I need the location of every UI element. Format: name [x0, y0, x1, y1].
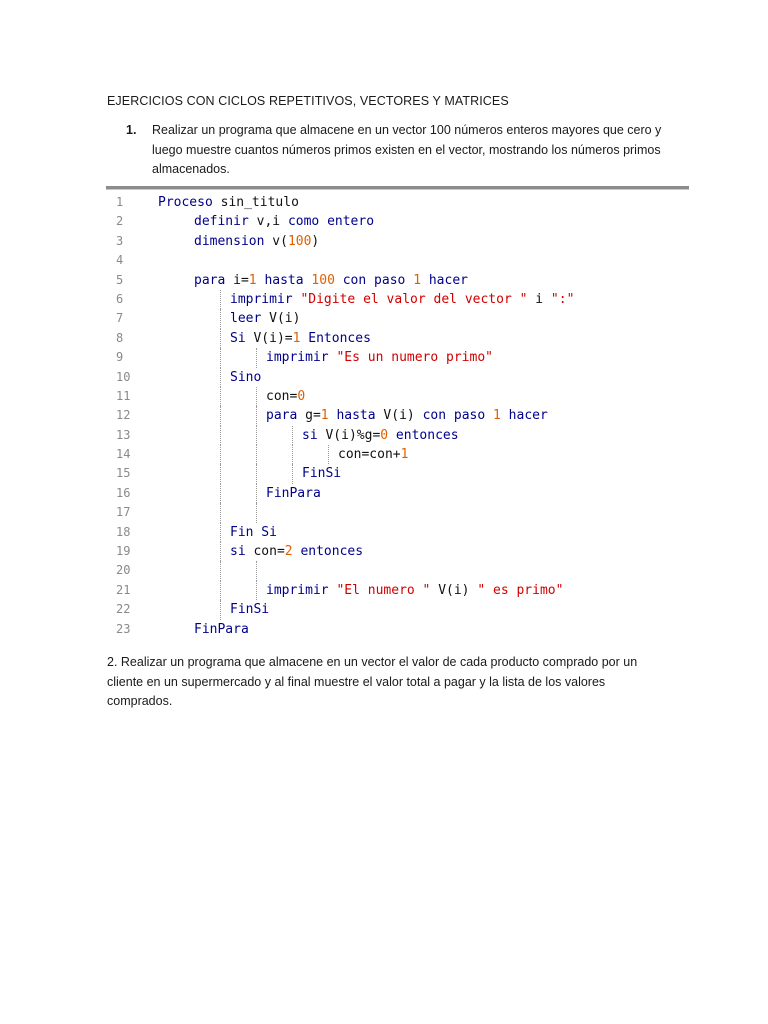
line-number: 8	[116, 330, 124, 345]
line-number: 13	[116, 427, 131, 442]
code-token: 100	[311, 272, 335, 288]
indent-guide	[220, 348, 221, 367]
indent-guide	[256, 581, 257, 600]
line-number: 2	[116, 214, 124, 229]
code-token: imprimir	[230, 291, 293, 307]
code-token: para	[194, 272, 226, 288]
indent-guide	[220, 561, 221, 580]
code-text	[194, 620, 249, 639]
code-token: "Es un numero primo"	[336, 350, 493, 366]
code-token: sin_titulo	[212, 195, 299, 210]
code-token: FinPara	[194, 621, 249, 637]
code-line	[106, 387, 689, 406]
code-text	[230, 329, 371, 348]
code-line	[106, 212, 689, 231]
code-line	[106, 542, 689, 561]
indent-guide	[256, 445, 257, 464]
line-number: 7	[116, 311, 124, 326]
code-token: hasta	[256, 272, 312, 288]
line-number: 15	[116, 466, 131, 481]
code-token: 0	[297, 388, 306, 404]
indent-guide	[292, 445, 293, 464]
code-token: ":"	[550, 291, 575, 307]
line-number: 9	[116, 350, 124, 365]
code-token: como entero	[287, 214, 375, 230]
code-text	[266, 387, 305, 406]
code-lines	[106, 193, 689, 639]
code-token: 1	[400, 447, 409, 463]
code-line	[106, 484, 689, 503]
code-token: entonces	[292, 544, 364, 560]
code-token: " es primo"	[477, 582, 564, 598]
line-number: 4	[116, 253, 124, 268]
code-line	[106, 445, 689, 464]
indent-guide	[256, 348, 257, 367]
indent-guide	[220, 406, 221, 425]
indent-guide	[220, 368, 221, 387]
code-token: i	[527, 291, 551, 307]
code-token: 100	[287, 233, 312, 249]
indent-guide	[220, 484, 221, 503]
indent-guide	[292, 426, 293, 445]
line-number: 14	[116, 447, 131, 462]
code-text	[230, 290, 574, 309]
code-token: V(i)	[383, 408, 423, 424]
code-token: dimension	[194, 233, 265, 249]
code-token: 2	[284, 544, 293, 560]
code-line	[106, 503, 689, 522]
code-token: Sino	[230, 369, 262, 385]
code-token: V(i)=	[245, 330, 293, 346]
code-token: con=	[245, 544, 285, 560]
line-number: 16	[116, 485, 131, 500]
code-line	[106, 581, 689, 600]
code-text	[158, 193, 299, 212]
code-token: v(	[264, 233, 288, 249]
indent-guide	[220, 445, 221, 464]
line-number: 19	[116, 544, 131, 559]
code-line	[106, 251, 689, 270]
line-number: 1	[116, 195, 124, 209]
code-token: hacer	[421, 272, 468, 288]
indent-guide	[256, 464, 257, 483]
indent-guide	[256, 406, 257, 425]
indent-guide	[328, 445, 329, 464]
indent-guide	[220, 523, 221, 542]
line-number: 22	[116, 602, 131, 617]
code-text	[194, 271, 468, 290]
page-title: EJERCICIOS CON CICLOS REPETITIVOS, VECTORES Y MATRICES	[107, 94, 509, 108]
code-token: con paso	[334, 272, 414, 288]
code-text	[266, 406, 548, 425]
line-number: 11	[116, 388, 131, 403]
code-token: con paso	[422, 408, 494, 424]
code-token: )	[311, 233, 320, 249]
indent-guide	[256, 503, 257, 522]
code-token: si	[302, 427, 318, 443]
code-token: V(i)	[261, 311, 301, 327]
exercise-1-number: 1.	[126, 123, 137, 137]
exercise-2-text: 2. Realizar un programa que almacene en un vector el valor de cada producto comprado por un cliente en un supermercado y al final muestre el valor total a pagar y la lista de los valores comprados.	[107, 655, 638, 708]
code-token: 1	[493, 408, 501, 424]
code-line	[106, 600, 689, 619]
indent-guide	[220, 581, 221, 600]
code-text	[194, 232, 319, 251]
code-line	[106, 426, 689, 445]
indent-guide	[220, 290, 221, 309]
indent-guide	[256, 484, 257, 503]
code-editor-top-border	[106, 186, 689, 190]
code-line	[106, 348, 689, 367]
code-token: FinSi	[302, 466, 342, 482]
line-number: 21	[116, 582, 131, 597]
code-text	[302, 464, 341, 483]
code-token: V(i)%g=	[317, 427, 381, 443]
indent-guide	[220, 387, 221, 406]
code-line	[106, 620, 689, 639]
code-token: "Digite el valor del vector "	[300, 291, 528, 307]
code-editor	[106, 186, 689, 638]
code-text	[230, 600, 269, 619]
code-line	[106, 329, 689, 348]
code-text	[230, 309, 300, 328]
code-token: 0	[380, 427, 389, 443]
code-line	[106, 271, 689, 290]
code-token: imprimir	[266, 582, 329, 598]
indent-guide	[256, 387, 257, 406]
exercise-1-text: Realizar un programa que almacene en un vector 100 números enteros mayores que cero y luego muestre cuantos números primos existen en el vector, mostrando los números primos almacenados.	[152, 123, 662, 176]
code-line	[106, 290, 689, 309]
code-line	[106, 561, 689, 580]
code-line	[106, 232, 689, 251]
code-token: leer	[230, 311, 262, 327]
code-token: FinSi	[230, 602, 270, 618]
code-token: 1	[413, 272, 422, 288]
code-text	[230, 542, 363, 561]
code-token: hacer	[500, 408, 548, 424]
indent-guide	[220, 464, 221, 483]
code-line	[106, 193, 689, 212]
line-number: 23	[116, 621, 131, 636]
indent-guide	[292, 464, 293, 483]
code-token: 1	[320, 408, 329, 424]
line-number: 12	[116, 408, 131, 423]
code-token: Proceso	[158, 195, 213, 210]
code-line	[106, 464, 689, 483]
line-number: 17	[116, 505, 131, 520]
line-number: 6	[116, 291, 124, 306]
code-line	[106, 406, 689, 425]
code-token: 1	[292, 330, 301, 346]
code-token: definir	[194, 214, 249, 230]
line-number: 10	[116, 369, 131, 384]
code-text	[338, 445, 408, 464]
code-text	[302, 426, 459, 445]
indent-guide	[220, 503, 221, 522]
line-number: 5	[116, 272, 124, 287]
code-token: v,i	[248, 214, 288, 230]
code-token: para	[266, 408, 298, 424]
code-token: i=	[225, 272, 249, 288]
code-token: 1	[248, 272, 257, 288]
line-number: 20	[116, 563, 131, 578]
code-token: Entonces	[300, 330, 371, 346]
code-token: g=	[297, 408, 321, 424]
code-text	[266, 484, 321, 503]
indent-guide	[256, 426, 257, 445]
code-token: Fin Si	[230, 524, 277, 540]
code-line	[106, 523, 689, 542]
code-token: imprimir	[266, 350, 329, 366]
code-token: con=	[266, 388, 298, 404]
code-token: hasta	[328, 408, 384, 424]
code-line	[106, 368, 689, 387]
line-number: 18	[116, 524, 131, 539]
code-token: Si	[230, 330, 246, 346]
indent-guide	[220, 329, 221, 348]
code-text	[230, 368, 261, 387]
code-token: V(i)	[430, 582, 478, 598]
indent-guide	[220, 309, 221, 328]
code-text	[266, 348, 493, 367]
code-text	[194, 212, 374, 231]
code-text	[230, 523, 277, 542]
exercise-1	[126, 121, 666, 180]
code-token: FinPara	[266, 485, 321, 501]
line-number: 3	[116, 233, 124, 248]
code-token: "El numero "	[336, 582, 431, 598]
code-text	[266, 581, 563, 600]
code-token: si	[230, 544, 246, 560]
code-line	[106, 309, 689, 328]
code-token: entonces	[388, 427, 459, 443]
indent-guide	[220, 426, 221, 445]
indent-guide	[220, 542, 221, 561]
indent-guide	[256, 561, 257, 580]
indent-guide	[220, 600, 221, 619]
code-token: con=con+	[338, 447, 401, 463]
